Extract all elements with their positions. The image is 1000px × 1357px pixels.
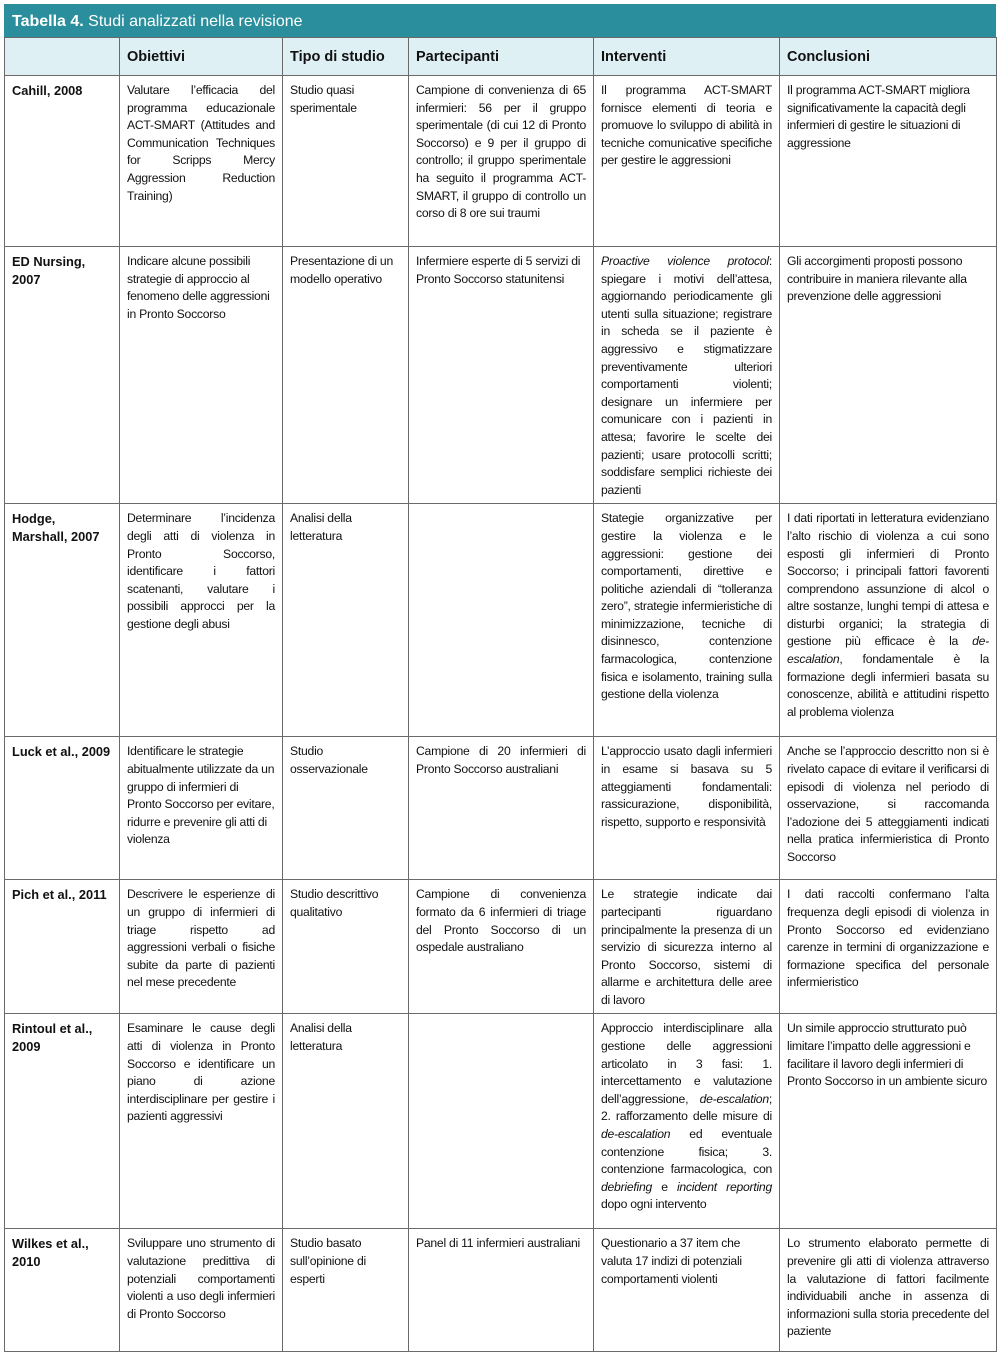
conclusions-text: I dati riportati in letteratura evidenziano l’alto rischio di violenza a cui sono esposti gli infermieri di Pronto Soccorso; i principali fattori favorenti comprendono assunzione di alcol o altre sostanze, lunghi tempi di attesa e disturbi organici; la strategia di gestione più efficace è la (787, 511, 989, 649)
interventions-cell: Questionario a 37 item che valuta 17 indizi di potenziali comportamenti violenti (594, 1229, 780, 1352)
table-row (5, 76, 997, 247)
conclusions-cell: I dati raccolti confermano l’alta frequenza degli episodi di violenza in Pronto Soccorso ed evidenziano carenze in termini di organizzazione e formazione specifica del personale infermieristico (780, 880, 997, 1014)
studies-table-container (4, 4, 996, 1352)
interventions-cell: Stategie organizzative per gestire la violenza e le aggressioni: gestione dei comportamenti, direttive e politiche aziendali di “tolleranza zero”, strategie infermieristiche di minimizzazione, tecniche di disinnesco, contenzione farmacologica, contenzione fisica e isolamento, training sulla gestione della violenza (594, 504, 780, 737)
participants-cell (409, 504, 594, 737)
objectives-cell: Valutare l’efficacia del programma educazionale ACT-SMART (Attitudes and Communication Techniques for Scripps Mercy Aggression Reduction Training) (120, 76, 283, 247)
study-cell: Cahill, 2008 (5, 76, 120, 247)
conclusions-cell: Lo strumento elaborato permette di prevenire gli atti di violenza attraverso la valutazione di fattori facilmente individuabili anche in assenza di informazioni sulla storia precedente del paziente (780, 1229, 997, 1352)
participants-cell: Campione di convenienza di 65 infermieri: 56 per il gruppo sperimentale (di cui 12 di Pronto Soccorso) e 9 per il gruppo di controllo; il gruppo sperimentale ha seguito il programma ACT-SMART, il gruppo di controllo un corso di 8 ore sui traumi (409, 76, 594, 247)
study-cell: ED Nursing, 2007 (5, 247, 120, 504)
participants-cell: Panel di 11 infermieri australiani (409, 1229, 594, 1352)
objectives-cell: Identificare le strategie abitualmente utilizzate da un gruppo di infermieri di Pronto Soccorso per evitare, ridurre e prevenire gli atti di violenza (120, 737, 283, 880)
participants-cell: Campione di 20 infermieri di Pronto Soccorso australiani (409, 737, 594, 880)
objectives-cell: Determinare l’incidenza degli atti di violenza in Pronto Soccorso, identificare i fattori scatenanti, valutare i possibili approcci per la gestione degli abusi (120, 504, 283, 737)
table-row (5, 880, 997, 1014)
study-cell: Rintoul et al., 2009 (5, 1014, 120, 1229)
conclusions-cell: Un simile approccio strutturato può limitare l’impatto delle aggressioni e facilitare il lavoro degli infermieri di Pronto Soccorso in un ambiente sicuro (780, 1014, 997, 1229)
table-title-text: Studi analizzati nella revisione (83, 13, 303, 30)
conclusions-cell (780, 504, 997, 737)
participants-cell: Infermiere esperte di 5 servizi di Pronto Soccorso statunitensi (409, 247, 594, 504)
study-type-cell: Analisi della letteratura (283, 504, 409, 737)
interventions-cell: Le strategie indicate dai partecipanti riguardano principalmente la presenza di un servizio di sicurezza interno al Pronto Soccorso, sistemi di allarme e architettura delle aree di lavoro (594, 880, 780, 1014)
participants-cell: Campione di convenienza formato da 6 infermieri di triage del Pronto Soccorso di un ospedale australiano (409, 880, 594, 1014)
interventions-cell: Il programma ACT-SMART fornisce elementi di teoria e promuove lo sviluppo di abilità in tecniche comunicative specifiche per gestire le aggressioni (594, 76, 780, 247)
table-row (5, 737, 997, 880)
conclusions-cell: Anche se l’approccio descritto non si è rivelato capace di evitare il verificarsi di episodi di violenza nel periodo di osservazione, si raccomanda l’adozione dei 5 atteggiamenti indicati nella pratica infermieristica di Pronto Soccorso (780, 737, 997, 880)
interventions-text: Approccio interdisciplinare alla gestione delle aggressioni articolato in 3 fasi: 1. intercettamento e valutazione dell’aggressione, (601, 1021, 772, 1106)
study-type-cell: Presentazione di un modello operativo (283, 247, 409, 504)
header-objectives: Obiettivi (120, 38, 283, 76)
interventions-cell (594, 1014, 780, 1229)
header-study (5, 38, 120, 76)
objectives-cell: Descrivere le esperienze di un gruppo di infermieri di triage rispetto ad aggressioni verbali o fisiche subite da parte di pazienti nel mese precedente (120, 880, 283, 1014)
study-cell: Pich et al., 2011 (5, 880, 120, 1014)
conclusions-text: , fondamentale è la formazione degli infermieri basata su conoscenze, abilità e attitudini rispetto al problema violenza (787, 652, 989, 719)
objectives-cell: Esaminare le cause degli atti di violenza in Pronto Soccorso e identificare un piano di azione interdisciplinare per gestire i pazienti aggressivi (120, 1014, 283, 1229)
interventions-text: e (652, 1179, 677, 1194)
table-row (5, 504, 997, 737)
table-title-label: Tabella 4. (12, 13, 84, 30)
interventions-cell (594, 247, 780, 504)
header-participants: Partecipanti (409, 38, 594, 76)
interventions-italic-text: de-escalation (699, 1091, 769, 1106)
study-type-cell: Studio quasi sperimentale (283, 76, 409, 247)
header-conclusions: Conclusioni (780, 38, 997, 76)
table-header-row (5, 38, 997, 76)
table-row (5, 247, 997, 504)
study-cell: Luck et al., 2009 (5, 737, 120, 880)
table-title (4, 4, 996, 37)
study-type-cell: Analisi della letteratura (283, 1014, 409, 1229)
interventions-text: ed eventuale contenzione fisica; 3. contenzione farmacologica, con (601, 1127, 772, 1177)
interventions-italic-text: Proactive violence protocol (601, 254, 769, 268)
objectives-cell: Sviluppare uno strumento di valutazione predittiva di potenziali comportamenti violenti a uso degli infermieri di Pronto Soccorso (120, 1229, 283, 1352)
study-type-cell: Studio osservazionale (283, 737, 409, 880)
table-row (5, 1014, 997, 1229)
participants-cell (409, 1014, 594, 1229)
objectives-cell: Indicare alcune possibili strategie di approccio al fenomeno delle aggressioni in Pronto Soccorso (120, 247, 283, 504)
interventions-italic-text: debriefing (601, 1179, 653, 1194)
table-row (5, 1229, 997, 1352)
interventions-italic-text: incident reporting (676, 1179, 772, 1194)
interventions-text: : spiegare i motivi dell’attesa, aggiornando periodicamente gli utenti sulla situazione; registrare in scheda se il paziente è aggressivo e stigmatizzare preventivamente ulteriori comportamenti violenti; designare un infermiere per comunicare con i pazienti in attesa; favorire le scelte dei pazienti; usare protocolli scritti; soddisfare semplici richieste dei pazienti (601, 254, 772, 497)
study-type-cell: Studio basato sull’opinione di esperti (283, 1229, 409, 1352)
studies-table (4, 37, 997, 1352)
header-study-type: Tipo di studio (283, 38, 409, 76)
interventions-text: dopo ogni intervento (601, 1197, 707, 1212)
interventions-text: ; 2. rafforzamento delle misure di (601, 1091, 772, 1124)
interventions-italic-text: de-escalation (601, 1127, 671, 1142)
study-type-cell: Studio descrittivo qualitativo (283, 880, 409, 1014)
interventions-cell: L’approccio usato dagli infermieri in esame si basava su 5 atteggiamenti fondamentali: rassicurazione, disponibilità, rispetto, supporto e responsività (594, 737, 780, 880)
conclusions-cell: Il programma ACT-SMART migliora significativamente la capacità degli infermieri di gestire le situazioni di aggressione (780, 76, 997, 247)
conclusions-cell: Gli accorgimenti proposti possono contribuire in maniera rilevante alla prevenzione delle aggressioni (780, 247, 997, 504)
study-cell: Wilkes et al., 2010 (5, 1229, 120, 1352)
conclusions-italic-text: de-escalation (787, 634, 989, 667)
header-interventions: Interventi (594, 38, 780, 76)
study-cell: Hodge, Marshall, 2007 (5, 504, 120, 737)
